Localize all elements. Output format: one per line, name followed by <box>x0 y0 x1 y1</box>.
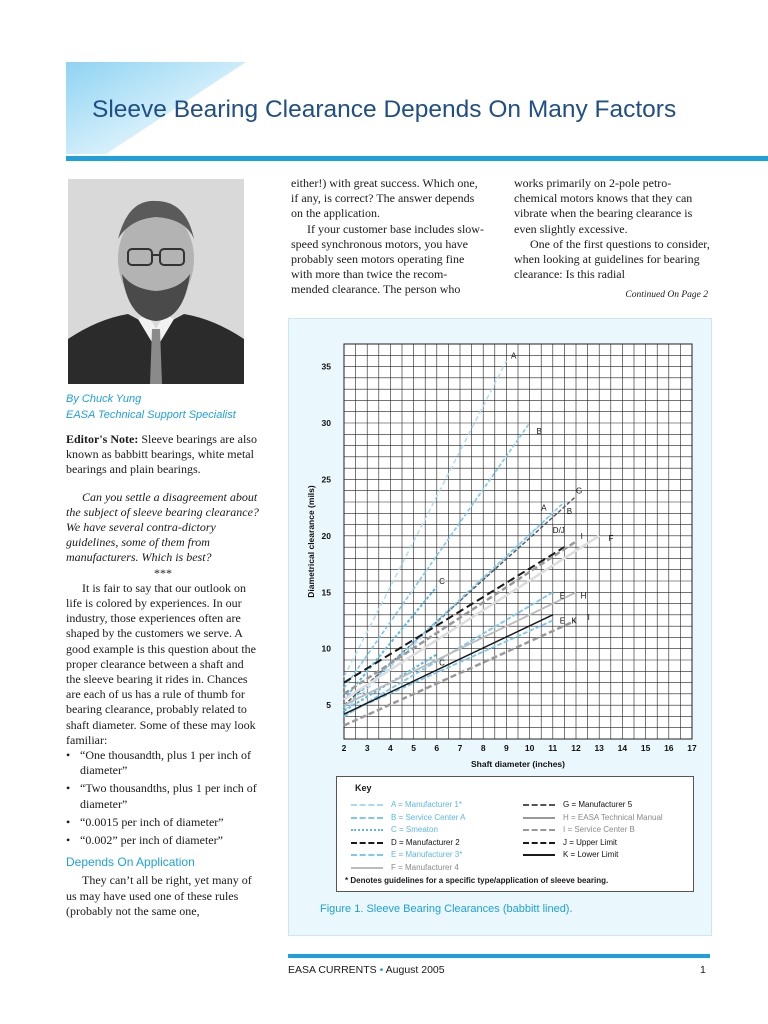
mid-paragraph-b: If your customer base includes slow-speed synchronous motors, you have probably seen motors operating fine with more than twice the recom-mended clearance. The person who <box>291 221 484 297</box>
editors-note-label: Editor's Note: <box>66 432 139 446</box>
series-label: C <box>439 577 445 586</box>
y-tick-label: 35 <box>321 361 331 372</box>
series-label: B <box>566 507 573 517</box>
continued-link[interactable]: Continued On Page 2 <box>625 290 708 300</box>
key-footnote: * Denotes guidelines for a specific type/application of sleeve bearing. <box>345 876 609 885</box>
list-item: • “0.0015 per inch of diameter” <box>66 815 260 830</box>
clearance-chart <box>288 318 710 778</box>
series-label: A <box>541 503 547 513</box>
x-tick-label: 16 <box>664 743 674 753</box>
byline-title: EASA Technical Support Specialist <box>66 409 236 421</box>
series-label: H <box>580 591 587 601</box>
x-tick-label: 4 <box>388 743 393 753</box>
key-label: D = Manufacturer 2 <box>391 837 460 847</box>
series-label: C <box>439 658 445 668</box>
x-tick-label: 17 <box>687 743 697 753</box>
y-tick-label: 5 <box>326 700 331 711</box>
key-swatch <box>523 842 555 844</box>
y-tick-label: 10 <box>321 643 331 654</box>
key-label: J = Upper Limit <box>563 837 618 847</box>
rules-of-thumb-list <box>66 748 260 848</box>
y-tick-label: 25 <box>321 474 331 485</box>
key-label: B = Service Center A <box>391 812 466 822</box>
footer-bullet: • <box>379 964 384 976</box>
key-swatch <box>523 829 555 831</box>
middle-column <box>291 176 485 298</box>
key-label: H = EASA Technical Manual <box>563 812 663 822</box>
series-label: G <box>576 486 583 496</box>
y-tick-label: 15 <box>321 587 331 598</box>
title-rule <box>66 156 768 161</box>
x-axis-label: Shaft diameter (inches) <box>471 759 565 769</box>
key-label: F = Manufacturer 4 <box>391 862 459 872</box>
series-label: I <box>580 531 583 541</box>
key-swatch <box>351 842 383 844</box>
x-tick-label: 10 <box>524 743 535 753</box>
footer-publication-line <box>288 964 445 976</box>
key-swatch <box>351 829 383 831</box>
author-photo <box>68 179 244 384</box>
x-tick-label: 15 <box>640 743 651 753</box>
byline <box>66 391 236 423</box>
paragraph-2: They can’t all be right, yet many of us may have used one of these rules (probably not the same one, <box>66 873 252 918</box>
series-label: A <box>511 351 517 361</box>
key-label: K = Lower Limit <box>563 850 619 859</box>
byline-name: By Chuck Yung <box>66 393 142 405</box>
footer-publication: EASA CURRENTS <box>288 964 377 976</box>
x-tick-label: 6 <box>434 743 440 753</box>
series-label: E <box>559 591 566 601</box>
x-tick-label: 7 <box>457 743 463 753</box>
list-item: • “One thousandth, plus 1 per inch of diameter” <box>66 748 260 778</box>
list-item: • “0.002” per inch of diameter” <box>66 833 260 848</box>
x-tick-label: 14 <box>617 743 628 753</box>
series-label: F <box>608 534 614 544</box>
key-swatch <box>351 854 383 856</box>
series-label: I <box>587 613 590 623</box>
editors-note <box>66 432 260 478</box>
x-tick-label: 9 <box>504 743 509 753</box>
x-tick-label: 11 <box>548 743 558 753</box>
x-tick-label: 3 <box>364 743 370 753</box>
key-swatch <box>351 804 383 806</box>
y-axis-label: Diametrical clearance (mils) <box>306 485 316 598</box>
author-portrait-image <box>68 179 244 384</box>
reader-question: Can you settle a disagreement about the subject of sleeve bearing clearance? We have several contra-dictory guidelines, some of them from manufacturers. Which is best? <box>66 489 259 565</box>
key-label: G = Manufacturer 5 <box>563 800 633 809</box>
footer-rule <box>288 954 710 958</box>
y-tick-label: 20 <box>321 530 331 541</box>
x-tick-label: 5 <box>411 743 416 753</box>
right-paragraph-a: works primarily on 2-pole petro-chemical motors knows that they can vibrate when the bearing clearance is even slightly excessive. <box>514 176 693 236</box>
key-label: I = Service Center B <box>563 825 635 834</box>
editors-note-text: Sleeve bearings are also known as babbitt bearings, white metal bearings and plain bearings. <box>66 432 257 477</box>
x-tick-label: 8 <box>480 743 486 753</box>
x-tick-label: 13 <box>594 743 604 753</box>
key-label: C = Smeaton <box>391 825 438 834</box>
key-label: A = Manufacturer 1* <box>391 800 462 809</box>
key-title: Key <box>355 783 372 793</box>
key-swatch <box>523 817 555 819</box>
right-column <box>514 176 710 282</box>
key-swatch <box>351 817 383 819</box>
series-label: B <box>536 426 542 436</box>
section-separator: *** <box>154 565 172 580</box>
figure-caption: Figure 1. Sleeve Bearing Clearances (babbitt lined). <box>320 903 573 915</box>
series-label: E <box>559 616 566 626</box>
x-tick-label: 12 <box>571 743 581 753</box>
article-title: Sleeve Bearing Clearance Depends On Many Factors <box>92 96 677 123</box>
key-swatch <box>523 804 555 806</box>
right-paragraph-b: One of the first questions to consider, when looking at guidelines for bearing clearance: Is this radial <box>514 236 710 282</box>
key-swatch <box>523 854 555 856</box>
footer-date: August 2005 <box>385 964 445 976</box>
key-swatch <box>351 867 383 869</box>
paragraph-1: It is fair to say that our outlook on life is colored by experiences. In our industry, those experiences often are shaped by the customers we serve. A good example is this question about the proper clearance between a shaft and the sleeve bearing it rides in. Chances are each of us has a rule of thumb for bearing clearance, probably related to shaft diameter. Some of these may look familiar: <box>66 580 256 747</box>
left-column <box>66 432 260 919</box>
y-tick-label: 30 <box>321 418 331 428</box>
series-label: D/J <box>552 526 565 536</box>
list-item: • “Two thousandths, plus 1 per inch of diameter” <box>66 781 260 811</box>
key-label: E = Manufacturer 3* <box>391 850 463 859</box>
page-number: 1 <box>700 964 706 976</box>
mid-paragraph-a: either!) with great success. Which one, if any, is correct? The answer depends on the application. <box>291 176 478 221</box>
subheading: Depends On Application <box>66 855 195 870</box>
chart-key <box>336 776 694 892</box>
series-label: K <box>571 616 577 626</box>
x-tick-label: 2 <box>341 743 347 753</box>
